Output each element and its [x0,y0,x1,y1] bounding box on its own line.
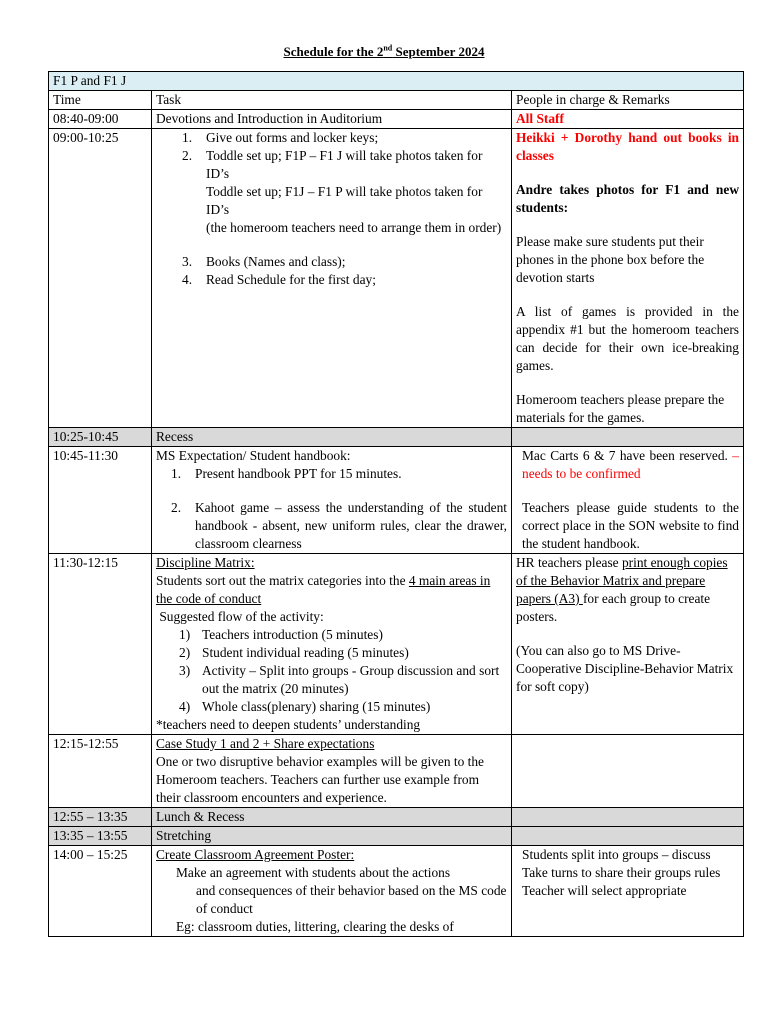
remark-handbook: Teachers please guide students to the correct place in the SON website to find the student handbook. [522,500,739,551]
remark-teacher-select: Teacher will select appropriate [522,883,687,898]
task-flow-label: Suggested flow of the activity: [156,609,324,624]
remark-books: Heikki + Dorothy hand out books in classes [516,130,739,163]
task-heading: Create Classroom Agreement Poster: [156,847,355,862]
remarks-cell [512,110,744,129]
table-row-lunch [49,808,744,827]
list-item: 1. Present handbook PPT for 15 minutes. [171,466,402,481]
column-header-task: Task [152,91,512,110]
column-header-remarks: People in charge & Remarks [512,91,744,110]
remarks-cell [512,808,744,827]
task-heading: Discipline Matrix: [156,555,255,570]
time-cell: 12:15-12:55 [49,735,152,808]
list-item: 2. Kahoot game – assess the understanding of the student handbook - absent, new uniform rules, clear the drawer, classroom clearness [171,500,507,551]
time-cell: 08:40-09:00 [49,110,152,129]
list-item: 4. Read Schedule for the first day; [182,272,376,287]
remarks-cell [512,554,744,735]
task-cell: Recess [152,428,512,447]
table-row-stretching [49,827,744,846]
remarks-cell [512,447,744,554]
time-cell: 09:00-10:25 [49,129,152,428]
task-list [156,129,507,237]
remark-share-rules: Take turns to share their groups rules [522,865,721,880]
list-item: 1. Give out forms and locker keys; [182,130,379,145]
task-list [156,499,507,553]
task-cell: Stretching [152,827,512,846]
list-item: 3) Activity – Split into groups - Group discussion and sort out the matrix (20 minutes) [179,663,500,696]
schedule-table [48,71,744,937]
column-header-row [49,91,744,110]
remark-mac-carts: Mac Carts 6 & 7 have been reserved. – needs to be confirmed [522,448,739,481]
task-cell: Lunch & Recess [152,808,512,827]
remark-print-copies: HR teachers please print enough copies of the Behavior Matrix and prepare papers (A3) for each group to create posters. [516,555,728,624]
remarks-cell [512,827,744,846]
table-row [49,447,744,554]
list-item: 2) Student individual reading (5 minutes) [179,645,409,660]
remark-photos: Andre takes photos for F1 and new students: [516,182,739,215]
group-header-row [49,72,744,91]
table-row-recess [49,428,744,447]
time-cell: 12:55 – 13:35 [49,808,152,827]
task-note: *teachers need to deepen students’ understanding [156,717,421,732]
list-item: 2. Toddle set up; F1P – F1 J will take photos taken for ID’s Toddle set up; F1J – F1 P will take photos taken for ID’s (the homeroom teachers need to arrange them in order) [182,147,507,237]
table-row [49,735,744,808]
task-cell [152,735,512,808]
task-description: Eg: classroom duties, littering, clearing the desks of [176,919,454,934]
remarks-cell [512,846,744,937]
time-cell: 10:25-10:45 [49,428,152,447]
time-cell: 11:30-12:15 [49,554,152,735]
table-row [49,846,744,937]
remark-materials: Homeroom teachers please prepare the materials for the games. [516,392,725,425]
remark-ms-drive: (You can also go to MS Drive-Cooperative Discipline-Behavior Matrix for soft copy) [516,643,734,694]
list-item: 1) Teachers introduction (5 minutes) [179,627,383,642]
table-row [49,554,744,735]
task-description: One or two disruptive behavior examples will be given to the Homeroom teachers. Teachers can further use example from their classroom encounters and experience. [156,754,484,805]
task-list [156,626,507,716]
group-header: F1 P and F1 J [49,72,744,91]
list-item: 3. Books (Names and class); [182,254,346,269]
remark-phones: Please make sure students put their phones in the phone box before the devotion starts [516,234,705,285]
remarks-cell [512,735,744,808]
time-cell: 13:35 – 13:55 [49,827,152,846]
remark-groups: Students split into groups – discuss [522,847,711,862]
column-header-time: Time [49,91,152,110]
task-cell: Devotions and Introduction in Auditorium [152,110,512,129]
document-title: Schedule for the 2nd September 2024 [283,43,485,59]
task-cell [152,554,512,735]
remark-all-staff: All Staff [516,111,564,126]
table-row [49,110,744,129]
task-list [156,465,507,483]
task-cell [152,447,512,554]
table-row [49,129,744,428]
task-description: Students sort out the matrix categories into the 4 main areas in the code of conduct [156,573,491,606]
task-description: and consequences of their behavior based on the MS code of conduct [196,883,507,916]
task-description: Make an agreement with students about the actions [176,865,451,880]
time-cell: 14:00 – 15:25 [49,846,152,937]
task-cell [152,846,512,937]
remarks-cell [512,129,744,428]
task-list [156,253,507,289]
remarks-cell [512,428,744,447]
list-item-continuation: Toddle set up; F1J – F1 P will take photos taken for ID’s [206,184,483,217]
list-item-continuation: (the homeroom teachers need to arrange them in order) [206,220,502,235]
time-cell: 10:45-11:30 [49,447,152,554]
task-heading: MS Expectation/ Student handbook: [156,448,351,463]
remark-games: A list of games is provided in the appendix #1 but the homeroom teachers can decide for their own ice-breaking games. [516,304,739,373]
task-cell [152,129,512,428]
task-heading: Case Study 1 and 2 + Share expectations [156,736,375,751]
list-item: 4) Whole class(plenary) sharing (15 minutes) [179,699,431,714]
